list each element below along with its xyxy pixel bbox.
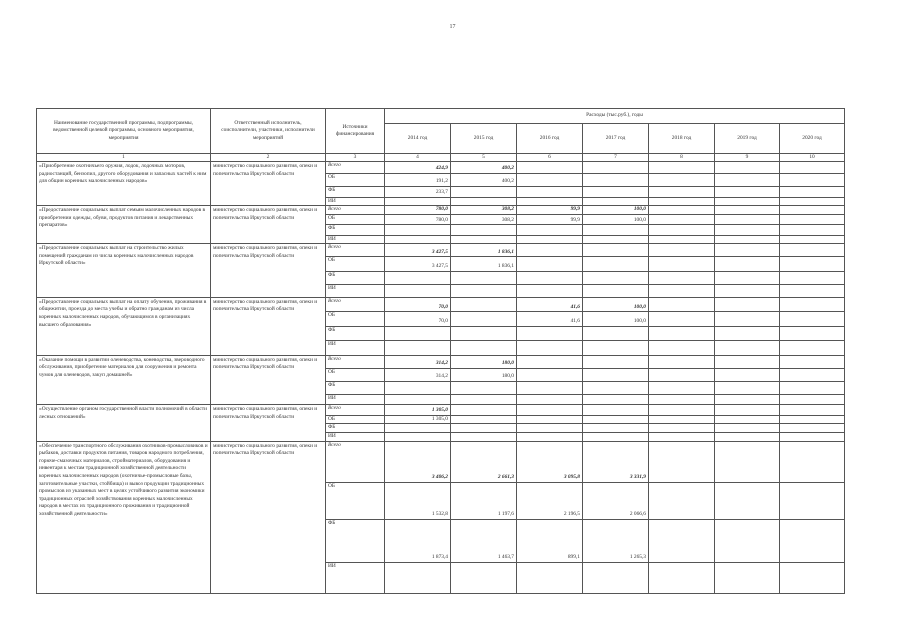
expense-cell <box>583 415 649 424</box>
expense-cell <box>780 519 845 562</box>
column-number: 3 <box>326 154 385 162</box>
header-year: 2014 год <box>385 124 451 154</box>
expense-cell <box>517 415 583 424</box>
expense-cell <box>583 355 649 368</box>
expense-cell <box>517 235 583 244</box>
expense-cell <box>517 355 583 368</box>
column-number: 10 <box>780 154 845 162</box>
expense-cell <box>451 312 517 327</box>
expense-cell <box>583 405 649 416</box>
table-row <box>37 355 845 368</box>
activity-executor: министерство социального развития, опеки и попечительства Иркутской области <box>211 244 326 298</box>
expense-cell: 1 265,3 <box>583 519 649 562</box>
expense-cell <box>715 519 780 562</box>
expense-cell <box>715 244 780 257</box>
expense-cell <box>715 187 780 198</box>
expense-cell <box>780 297 845 312</box>
expense-cell <box>649 441 715 482</box>
expense-cell <box>385 341 451 356</box>
expense-cell <box>780 355 845 368</box>
expense-cell: 99,9 <box>517 206 583 215</box>
activity-title: «Осуществление органом государственной власти полномочий в области лесных отношений» <box>37 405 211 441</box>
column-number: 8 <box>649 154 715 162</box>
expense-cell <box>649 225 715 236</box>
expense-cell <box>780 405 845 416</box>
activity-title: «Оказание помощи в развитии оленеводства, коневодства, звероводного обслуживания, приобретение материалов для сооружения и ремонта чумов для оленеводов, закуп домашней» <box>37 355 211 405</box>
expense-cell <box>780 341 845 356</box>
expense-cell <box>649 432 715 441</box>
expense-cell <box>517 187 583 198</box>
funding-source-label: ИИ <box>326 284 385 297</box>
table-row <box>37 405 845 416</box>
expense-cell: 1 305,0 <box>385 415 451 424</box>
funding-source-label: Всего <box>326 405 385 416</box>
expense-cell: 1 836,1 <box>451 257 517 272</box>
expense-cell <box>780 482 845 519</box>
header-source: Источники финансирования <box>326 109 385 154</box>
header-year: 2019 год <box>715 124 780 154</box>
funding-source-label: Всего <box>326 244 385 257</box>
header-year: 2018 год <box>649 124 715 154</box>
header-year: 2017 год <box>583 124 649 154</box>
expense-cell: 1 463,7 <box>451 519 517 562</box>
expense-cell <box>715 432 780 441</box>
activity-executor: министерство социального развития, опеки и попечительства Иркутской области <box>211 441 326 593</box>
funding-source-label: ФБ <box>326 326 385 341</box>
activity-executor: министерство социального развития, опеки и попечительства Иркутской области <box>211 162 326 206</box>
expense-cell: 1 873,4 <box>385 519 451 562</box>
expense-cell: 100,0 <box>583 214 649 225</box>
expense-cell <box>780 197 845 206</box>
header-year: 2015 год <box>451 124 517 154</box>
expense-cell <box>715 381 780 394</box>
expense-cell: 100,0 <box>583 206 649 215</box>
expense-cell: 2 066,6 <box>583 482 649 519</box>
expense-cell <box>385 432 451 441</box>
expense-cell <box>649 162 715 174</box>
expense-cell <box>780 271 845 284</box>
expense-cell <box>649 235 715 244</box>
expense-cell <box>649 381 715 394</box>
expense-cell: 70,0 <box>385 312 451 327</box>
expense-cell <box>517 162 583 174</box>
table-row <box>37 441 845 482</box>
expense-cell <box>385 225 451 236</box>
expense-cell <box>517 341 583 356</box>
expense-cell <box>780 235 845 244</box>
expense-cell <box>451 326 517 341</box>
expense-cell <box>451 424 517 433</box>
funding-source-label: ФБ <box>326 271 385 284</box>
expense-cell <box>385 235 451 244</box>
budget-table <box>36 108 845 594</box>
expense-cell <box>583 244 649 257</box>
table-row <box>37 206 845 215</box>
funding-source-label: ФБ <box>326 381 385 394</box>
funding-source-label: Всего <box>326 355 385 368</box>
expense-cell: 1 197,6 <box>451 482 517 519</box>
expense-cell: 780,0 <box>385 214 451 225</box>
expense-cell <box>385 271 451 284</box>
funding-source-label: ОБ <box>326 214 385 225</box>
expense-cell <box>451 562 517 593</box>
funding-source-label: ИИ <box>326 432 385 441</box>
expense-cell <box>715 297 780 312</box>
expense-cell <box>517 271 583 284</box>
expense-cell: 314,2 <box>385 355 451 368</box>
expense-cell <box>583 368 649 381</box>
table-row <box>37 297 845 312</box>
expense-cell: 41,6 <box>517 297 583 312</box>
column-number: 4 <box>385 154 451 162</box>
expense-cell <box>715 394 780 405</box>
table-row <box>37 244 845 257</box>
expense-cell: 191,2 <box>385 174 451 187</box>
expense-cell <box>780 206 845 215</box>
expense-cell: 3 427,5 <box>385 244 451 257</box>
page-number: 17 <box>449 24 456 30</box>
expense-cell: 100,0 <box>583 297 649 312</box>
expense-cell: 3 331,9 <box>583 441 649 482</box>
header-program: Наименование государственной программы, подпрограммы, ведомственной целевой программы, основного мероприятия, мероприятия <box>37 109 211 154</box>
expense-cell <box>715 441 780 482</box>
expense-cell <box>385 394 451 405</box>
expense-cell <box>649 405 715 416</box>
expense-cell <box>649 482 715 519</box>
expense-cell <box>517 368 583 381</box>
expense-cell <box>583 326 649 341</box>
expense-cell <box>649 206 715 215</box>
expense-cell: 1 305,0 <box>385 405 451 416</box>
expense-cell <box>517 174 583 187</box>
expense-cell <box>517 424 583 433</box>
expense-cell <box>715 235 780 244</box>
expense-cell: 2 196,5 <box>517 482 583 519</box>
expense-cell <box>780 312 845 327</box>
expense-cell: 41,6 <box>517 312 583 327</box>
funding-source-label: ИИ <box>326 197 385 206</box>
expense-cell <box>715 284 780 297</box>
activity-executor: министерство социального развития, опеки и попечительства Иркутской области <box>211 405 326 441</box>
expense-cell <box>451 235 517 244</box>
funding-source-label: ОБ <box>326 174 385 187</box>
expense-cell <box>517 432 583 441</box>
expense-cell <box>780 214 845 225</box>
expense-cell <box>715 312 780 327</box>
expense-cell <box>780 415 845 424</box>
expense-cell <box>385 326 451 341</box>
expense-cell <box>517 394 583 405</box>
expense-cell: 3 427,5 <box>385 257 451 272</box>
expense-cell <box>649 284 715 297</box>
expense-cell <box>649 257 715 272</box>
expense-cell <box>517 562 583 593</box>
expense-cell: 899,1 <box>517 519 583 562</box>
expense-cell <box>583 271 649 284</box>
expense-cell <box>649 174 715 187</box>
expense-cell <box>583 225 649 236</box>
expense-cell: 400,2 <box>451 162 517 174</box>
expense-cell <box>780 174 845 187</box>
expense-cell <box>517 284 583 297</box>
expense-cell <box>715 162 780 174</box>
expense-cell <box>715 368 780 381</box>
table-header <box>37 109 845 162</box>
expense-cell <box>715 271 780 284</box>
expense-cell: 180,0 <box>451 368 517 381</box>
expense-cell <box>715 562 780 593</box>
column-number: 9 <box>715 154 780 162</box>
expense-cell <box>649 355 715 368</box>
funding-source-label: ИИ <box>326 341 385 356</box>
activity-title: «Предоставление социальных выплат семьям малочисленных народов в приобретении одежды, обуви, продуктов питания и лекарственных препаратов» <box>37 206 211 244</box>
expense-cell: 3 095,8 <box>517 441 583 482</box>
activity-title: «Приобретение охотничьего оружия, лодок, лодочных моторов, радиостанций, бензопил, другого оборудования и запасных частей к ним для общин коренных малочисленных народов» <box>37 162 211 206</box>
expense-cell <box>385 381 451 394</box>
header-expenses: Расходы (тыс.руб.), годы <box>385 109 845 124</box>
funding-source-label: Всего <box>326 162 385 174</box>
expense-cell <box>583 341 649 356</box>
funding-source-label: ИИ <box>326 235 385 244</box>
expense-cell <box>780 187 845 198</box>
expense-cell <box>780 225 845 236</box>
expense-cell <box>715 482 780 519</box>
funding-source-label: ФБ <box>326 187 385 198</box>
expense-cell <box>780 432 845 441</box>
expense-cell <box>715 225 780 236</box>
expense-cell <box>517 197 583 206</box>
expense-cell <box>583 187 649 198</box>
expense-cell <box>451 432 517 441</box>
expense-cell <box>649 424 715 433</box>
expense-cell <box>517 244 583 257</box>
expense-cell: 780,0 <box>385 206 451 215</box>
expense-cell <box>715 424 780 433</box>
expense-cell <box>385 562 451 593</box>
activity-executor: министерство социального развития, опеки и попечительства Иркутской области <box>211 355 326 405</box>
expense-cell <box>451 284 517 297</box>
expense-cell <box>780 381 845 394</box>
column-number: 1 <box>37 154 211 162</box>
expense-cell <box>715 355 780 368</box>
expense-cell <box>649 519 715 562</box>
expense-cell <box>451 381 517 394</box>
expense-cell <box>583 424 649 433</box>
expense-cell <box>583 174 649 187</box>
expense-cell: 1 836,1 <box>451 244 517 257</box>
funding-source-label: ИИ <box>326 394 385 405</box>
expense-cell <box>649 415 715 424</box>
column-number: 7 <box>583 154 649 162</box>
expense-cell <box>451 415 517 424</box>
expense-cell <box>715 257 780 272</box>
expense-cell <box>583 381 649 394</box>
expense-cell: 1 532,8 <box>385 482 451 519</box>
column-number: 6 <box>517 154 583 162</box>
expense-cell <box>649 394 715 405</box>
expense-cell <box>715 174 780 187</box>
expense-cell <box>649 187 715 198</box>
expense-cell <box>780 368 845 381</box>
expense-cell <box>385 197 451 206</box>
expense-cell <box>715 341 780 356</box>
activity-executor: министерство социального развития, опеки и попечительства Иркутской области <box>211 297 326 355</box>
expense-cell <box>780 257 845 272</box>
expense-cell: 100,0 <box>583 312 649 327</box>
expense-cell <box>451 405 517 416</box>
expense-cell <box>517 257 583 272</box>
expense-cell <box>715 326 780 341</box>
expense-cell <box>451 271 517 284</box>
table-body <box>37 162 845 594</box>
expense-cell <box>649 197 715 206</box>
funding-source-label: ОБ <box>326 482 385 519</box>
expense-cell <box>715 214 780 225</box>
expense-cell <box>583 197 649 206</box>
expense-cell: 233,7 <box>385 187 451 198</box>
expense-cell: 3 406,2 <box>385 441 451 482</box>
funding-source-label: ФБ <box>326 424 385 433</box>
expense-cell <box>583 562 649 593</box>
expense-cell <box>780 244 845 257</box>
funding-source-label: ОБ <box>326 312 385 327</box>
budget-table-container <box>36 108 844 594</box>
expense-cell <box>715 415 780 424</box>
expense-cell <box>583 162 649 174</box>
expense-cell <box>780 162 845 174</box>
column-number: 2 <box>211 154 326 162</box>
column-number: 5 <box>451 154 517 162</box>
expense-cell <box>451 341 517 356</box>
funding-source-label: ОБ <box>326 257 385 272</box>
expense-cell: 308,2 <box>451 214 517 225</box>
activity-title: «Обеспечение транспортного обслуживания охотников-промысловиков и рыбаков, доставки продуктов питания, товаров народного потребления, горюче-смазочных материалов, стройматериалов, оборудования и инвентаря к местам традиционной хозяйственной деятельности коренных малочисленных народов (охотничье-промысловые базы, заготовительные участки, стойбища) и вывоз продукции традиционных промыслов из указанных мест в целях устойчивого развития экономики традиционных отраслей хозяйствования коренных малочисленных народов в местах их традиционного проживания и традиционной хозяйственной деятельности» <box>37 441 211 593</box>
header-year: 2016 год <box>517 124 583 154</box>
expense-cell: 180,0 <box>451 355 517 368</box>
expense-cell <box>649 341 715 356</box>
expense-cell <box>780 326 845 341</box>
funding-source-label: ИИ <box>326 562 385 593</box>
expense-cell <box>451 197 517 206</box>
expense-cell <box>780 284 845 297</box>
expense-cell <box>517 225 583 236</box>
expense-cell <box>517 326 583 341</box>
expense-cell <box>385 284 451 297</box>
funding-source-label: Всего <box>326 297 385 312</box>
expense-cell <box>649 271 715 284</box>
expense-cell <box>649 214 715 225</box>
expense-cell <box>649 562 715 593</box>
expense-cell <box>583 257 649 272</box>
expense-cell <box>715 206 780 215</box>
expense-cell: 70,0 <box>385 297 451 312</box>
expense-cell <box>451 187 517 198</box>
expense-cell: 2 661,3 <box>451 441 517 482</box>
expense-cell: 400,2 <box>451 174 517 187</box>
expense-cell <box>583 432 649 441</box>
header-year: 2020 год <box>780 124 845 154</box>
expense-cell: 314,2 <box>385 368 451 381</box>
expense-cell <box>649 244 715 257</box>
activity-title: «Предоставление социальных выплат на строительство жилых помещений гражданам из числа коренных малочисленных народов Иркутской области» <box>37 244 211 298</box>
expense-cell <box>649 297 715 312</box>
expense-cell <box>715 405 780 416</box>
expense-cell <box>517 405 583 416</box>
expense-cell <box>780 441 845 482</box>
expense-cell <box>385 424 451 433</box>
expense-cell: 424,9 <box>385 162 451 174</box>
header-executor: Ответственный исполнитель, соисполнители, участники, исполнители мероприятий <box>211 109 326 154</box>
expense-cell: 99,9 <box>517 214 583 225</box>
expense-cell <box>780 562 845 593</box>
expense-cell <box>780 424 845 433</box>
funding-source-label: ФБ <box>326 225 385 236</box>
funding-source-label: Всего <box>326 441 385 482</box>
expense-cell <box>517 381 583 394</box>
activity-executor: министерство социального развития, опеки и попечительства Иркутской области <box>211 206 326 244</box>
funding-source-label: Всего <box>326 206 385 215</box>
expense-cell <box>780 394 845 405</box>
expense-cell <box>583 235 649 244</box>
expense-cell: 308,2 <box>451 206 517 215</box>
funding-source-label: ОБ <box>326 368 385 381</box>
activity-title: «Предоставление социальных выплат на оплату обучения, проживания в общежитии, проезда до места учебы и обратно гражданам из числа коренных малочисленных народов, обучающимся в организациях высшего образования» <box>37 297 211 355</box>
expense-cell <box>649 368 715 381</box>
expense-cell <box>451 394 517 405</box>
expense-cell <box>583 284 649 297</box>
expense-cell <box>649 312 715 327</box>
expense-cell <box>583 394 649 405</box>
expense-cell <box>451 225 517 236</box>
table-row <box>37 162 845 174</box>
expense-cell <box>715 197 780 206</box>
expense-cell <box>649 326 715 341</box>
expense-cell <box>451 297 517 312</box>
funding-source-label: ФБ <box>326 519 385 562</box>
funding-source-label: ОБ <box>326 415 385 424</box>
